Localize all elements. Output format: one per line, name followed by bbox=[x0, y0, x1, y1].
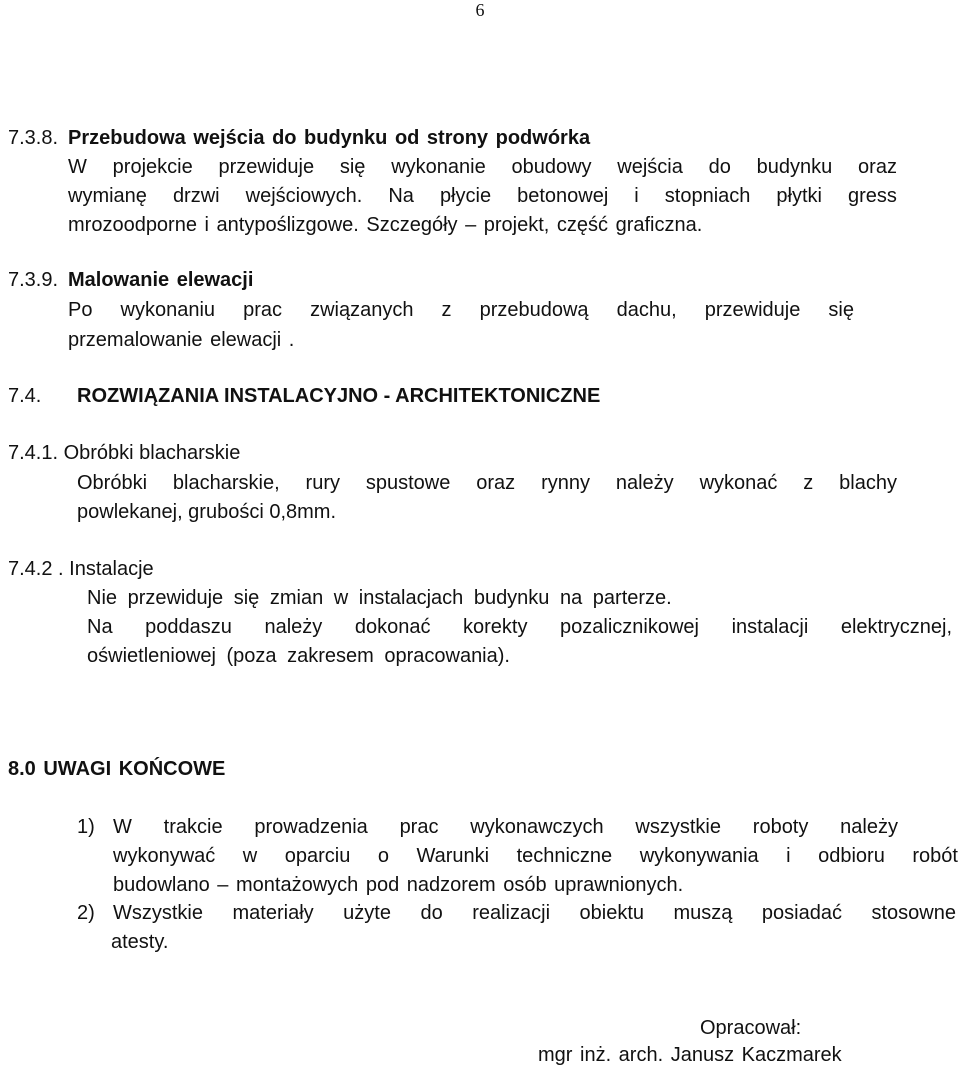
section-742-line-2 bbox=[87, 613, 952, 642]
word: wymianę bbox=[68, 185, 147, 207]
word: i bbox=[786, 845, 791, 867]
word: Obróbki bbox=[77, 472, 148, 494]
word: do bbox=[420, 902, 443, 924]
word: stopniach bbox=[664, 185, 751, 207]
word: Na bbox=[388, 185, 414, 207]
word: prac bbox=[399, 816, 439, 838]
word: wykonywania bbox=[639, 845, 759, 867]
word: materiały bbox=[232, 902, 314, 924]
word: techniczne bbox=[516, 845, 613, 867]
item-1-line-2 bbox=[113, 842, 958, 871]
word: rynny bbox=[541, 472, 590, 494]
section-738-title: Przebudowa wejścia do budynku od strony podwórka bbox=[68, 127, 591, 149]
word: pozalicznikowej bbox=[560, 616, 700, 638]
word: przebudową bbox=[479, 299, 589, 321]
word: realizacji bbox=[472, 902, 551, 924]
word: blacharskie, bbox=[172, 472, 280, 494]
word: drzwi bbox=[172, 185, 220, 207]
word: do bbox=[708, 156, 731, 178]
word: o bbox=[377, 845, 389, 867]
word: wykonywać bbox=[113, 845, 216, 867]
section-742-line-1: Nie przewiduje się zmian w instalacjach budynku na parterze. bbox=[87, 587, 672, 609]
section-739-line-2: przemalowanie elewacji . bbox=[68, 329, 295, 351]
item-1-marker: 1) bbox=[77, 816, 95, 838]
word: związanych bbox=[310, 299, 414, 321]
word: gress bbox=[848, 185, 897, 207]
word: dokonać bbox=[354, 616, 431, 638]
word: z bbox=[803, 472, 814, 494]
item-2-line-1 bbox=[113, 899, 956, 928]
word: prac bbox=[243, 299, 283, 321]
word: płycie bbox=[439, 185, 492, 207]
word: Warunki bbox=[416, 845, 490, 867]
section-738-line-2 bbox=[68, 182, 897, 211]
word: oraz bbox=[858, 156, 897, 178]
word: betonowej bbox=[517, 185, 609, 207]
word: w bbox=[242, 845, 258, 867]
section-741-line-1 bbox=[77, 469, 897, 498]
word: wszystkie bbox=[635, 816, 721, 838]
word: wejściowych. bbox=[245, 185, 363, 207]
word: Po bbox=[68, 299, 93, 321]
section-741-heading: 7.4.1. Obróbki blacharskie bbox=[8, 442, 241, 464]
word: wykonanie bbox=[391, 156, 486, 178]
section-739-number: 7.3.9. bbox=[8, 269, 59, 291]
item-1-line-1 bbox=[113, 813, 898, 842]
word: Wszystkie bbox=[113, 902, 203, 924]
word: korekty bbox=[463, 616, 528, 638]
word: się bbox=[339, 156, 366, 178]
word: spustowe bbox=[365, 472, 451, 494]
word: elektrycznej, bbox=[840, 616, 952, 638]
word: budynku bbox=[756, 156, 833, 178]
word: roboty bbox=[752, 816, 809, 838]
section-74-number: 7.4. bbox=[8, 385, 42, 407]
word: użyte bbox=[343, 902, 391, 924]
section-738-line-3: mrozoodporne i antypoślizgowe. Szczegóły – projekt, część graficzna. bbox=[68, 214, 703, 236]
word: oraz bbox=[476, 472, 516, 494]
word: trakcie bbox=[163, 816, 223, 838]
word: prowadzenia bbox=[254, 816, 368, 838]
section-742-line-3: oświetleniowej (poza zakresem opracowania). bbox=[87, 645, 510, 667]
word: wykonaniu bbox=[120, 299, 216, 321]
word: oparciu bbox=[284, 845, 351, 867]
word: należy bbox=[840, 816, 898, 838]
section-742-heading: 7.4.2 . Instalacje bbox=[8, 558, 154, 580]
word: się bbox=[828, 299, 854, 321]
word: należy bbox=[615, 472, 674, 494]
word: obudowy bbox=[511, 156, 592, 178]
word: dachu, bbox=[616, 299, 677, 321]
word: W bbox=[113, 816, 132, 838]
word: płytki bbox=[776, 185, 822, 207]
word: rury bbox=[305, 472, 340, 494]
word: robót bbox=[912, 845, 958, 867]
word: stosowne bbox=[871, 902, 956, 924]
signature-label: Opracował: bbox=[700, 1017, 802, 1039]
section-739-line-1 bbox=[68, 296, 854, 325]
word: Na bbox=[87, 616, 113, 638]
word: wykonać bbox=[699, 472, 778, 494]
word: instalacji bbox=[731, 616, 809, 638]
word: muszą bbox=[673, 902, 733, 924]
word: przewiduje bbox=[218, 156, 315, 178]
word: blachy bbox=[839, 472, 897, 494]
section-739-title: Malowanie elewacji bbox=[68, 269, 254, 291]
section-8-title: 8.0 UWAGI KOŃCOWE bbox=[8, 758, 226, 780]
section-738-line-1 bbox=[68, 153, 897, 182]
word: posiadać bbox=[761, 902, 842, 924]
word: wejścia bbox=[617, 156, 683, 178]
section-738-number: 7.3.8. bbox=[8, 127, 59, 149]
word: projekcie bbox=[112, 156, 193, 178]
word: należy bbox=[264, 616, 323, 638]
word: W bbox=[68, 156, 87, 178]
word: z bbox=[441, 299, 452, 321]
item-2-marker: 2) bbox=[77, 902, 95, 924]
item-1-line-3: budowlano – montażowych pod nadzorem osób uprawnionych. bbox=[113, 874, 684, 896]
word: poddaszu bbox=[145, 616, 232, 638]
signature-name: mgr inż. arch. Janusz Kaczmarek bbox=[538, 1044, 842, 1066]
page-number: 6 bbox=[475, 0, 485, 20]
word: odbioru bbox=[818, 845, 885, 867]
item-2-line-2: atesty. bbox=[111, 931, 169, 953]
section-741-line-2: powlekanej, grubości 0,8mm. bbox=[77, 501, 337, 523]
word: wykonawczych bbox=[470, 816, 604, 838]
word: i bbox=[634, 185, 639, 207]
section-74-title: ROZWIĄZANIA INSTALACYJNO - ARCHITEKTONICZNE bbox=[77, 385, 601, 407]
word: obiektu bbox=[579, 902, 645, 924]
word: przewiduje bbox=[704, 299, 801, 321]
